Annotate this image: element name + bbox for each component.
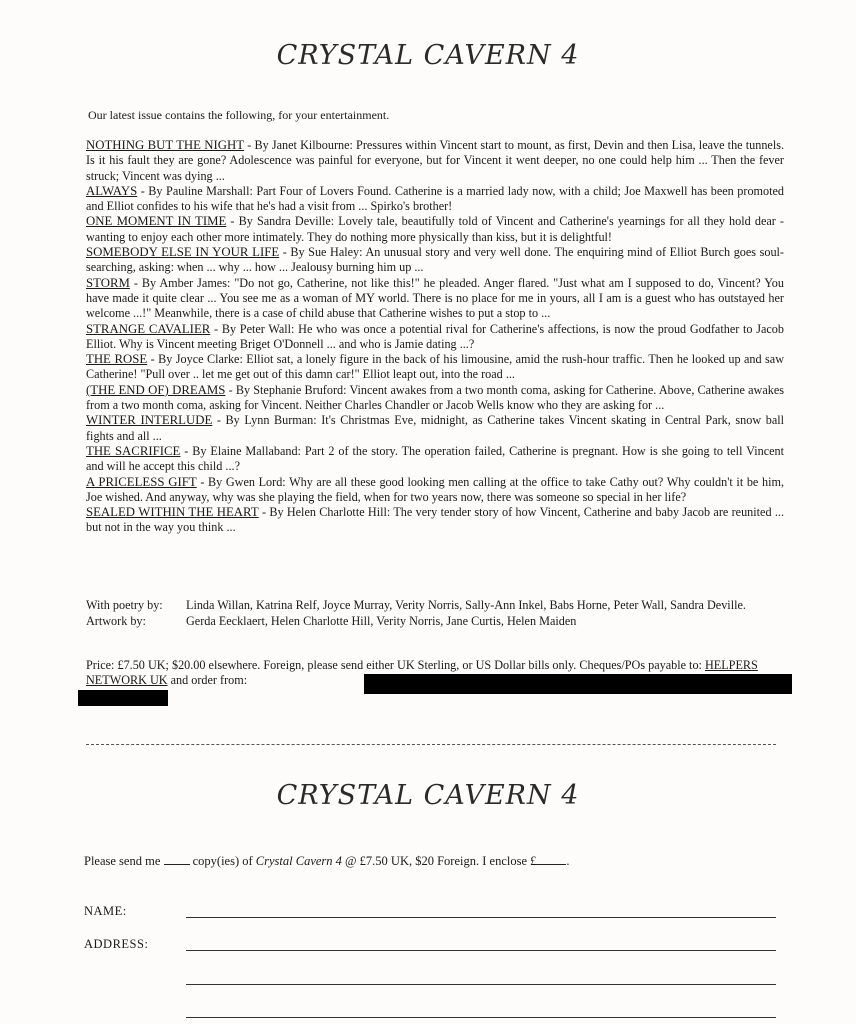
story-item [86,184,784,215]
amount-blank[interactable] [536,852,566,865]
story-title: (THE END OF) DREAMS [86,382,226,397]
order-from-text: and order from: [167,673,248,688]
artwork-names: Gerda Eecklaert, Helen Charlotte Hill, Verity Norris, Jane Curtis, Helen Maiden [186,614,577,629]
story-description: - By Sue Haley: An unusual story and very well done. The enquiring mind of Elliot Burch goes soul-searching, asking: when ... why ... how ... Jealousy burning him up ... [86,245,784,275]
story-description: - By Lynn Burman: It's Christmas Eve, midnight, as Catherine takes Vincent skating in Central Park, snow ball fights and all ... [86,413,784,443]
story-title: ONE MOMENT IN TIME [86,214,227,229]
price-text: Price: £7.50 UK; $20.00 elsewhere. Foreign, please send either UK Sterling, or US Dollar bills only. Cheques/POs payable to: [86,658,705,672]
story-title: NOTHING BUT THE NIGHT [86,138,245,152]
name-field-line[interactable] [186,917,776,918]
poetry-label: With poetry by: [86,598,163,612]
credits [86,598,784,631]
redacted-address [364,674,792,694]
story-item [86,352,784,383]
story-item [86,276,784,322]
story-title: SOMEBODY ELSE IN YOUR LIFE [86,245,280,260]
artwork-credits [86,614,784,629]
poetry-names: Linda Willan, Katrina Relf, Joyce Murray, Verity Norris, Sally-Ann Inkel, Babs Horne, Peter Wall, Sandra Deville. [186,598,746,612]
story-description: - By Gwen Lord: Why are all these good looking men calling at the office to take Cathy out? Why couldn't it be him, Joe wished. And anyway, why was she playing the field, when for two years now, there was someone so special in her life? [86,474,784,504]
order-text-3: @ £7.50 UK, $20 Foreign. I enclose £ [341,854,537,868]
story-title: A PRICELESS GIFT [86,474,197,489]
story-item [86,138,784,184]
order-text-1: Please send me [84,854,164,868]
story-list [86,138,784,536]
story-description: - By Stephanie Bruford: Vincent awakes from a two month coma, asking for Catherine. Above, Catherine awakes from a two month coma, asking for Vincent. Neither Charles Chandler or Jacob Wells know who they are asking for ... [86,382,784,413]
story-description: - By Sandra Deville: Lovely tale, beautifully told of Vincent and Catherine's yearnings for all they hold dear - wanting to enjoy each other more intimately. They do nothing more physically than kiss, but it is delightful! [86,214,784,244]
story-title: SEALED WITHIN THE HEART [86,505,259,520]
order-text-2: copy(ies) of [189,854,256,868]
story-description: - By Joyce Clarke: Elliot sat, a lonely figure in the back of his limousine, amid the rush-hour traffic. Then he looked up and saw Catherine! "Pull over .. let me get out of this damn car!" Elliot leapt out, into the road ... [86,352,784,382]
story-description: - By Elaine Mallaband: Part 2 of the story. The operation failed, Catherine is pregnant. How is she going to tell Vincent and will he accept this child ...? [86,443,784,474]
story-title: WINTER INTERLUDE [86,413,213,428]
story-item [86,444,784,475]
order-text-4: . [566,854,570,868]
address-label: ADDRESS: [84,937,149,951]
story-title: THE ROSE [86,352,148,367]
story-description: - By Amber James: "Do not go, Catherine, not like this!" he pleaded. Anger flared. "Just what am I supposed to do, Vincent? You have made it quite clear ... You see me as a woman of MY world. There is no place for me in yours, all I am is a guest who has outstayed her welcome ...!" Meanwhile, there is a case of child abuse that Catherine wishes to put a stop to ... [86,275,784,321]
poetry-credits [86,598,784,613]
address-field-line-3[interactable] [186,1017,776,1018]
name-label: NAME: [84,904,127,918]
story-item [86,413,784,444]
zine-name: Crystal Cavern 4 [255,854,342,868]
story-item [86,245,784,276]
story-title: STRANGE CAVALIER [86,321,211,336]
story-item [86,475,784,506]
address-field-line-1[interactable] [186,950,776,951]
story-description: - By Helen Charlotte Hill: The very tender story of how Vincent, Catherine and baby Jacob are reunited ... but not in the way you think ... [86,505,784,535]
story-item [86,505,784,536]
story-title: THE SACRIFICE [86,443,181,458]
story-description: - By Janet Kilbourne: Pressures within Vincent start to mount, as first, Devin and then Lisa, leave the tunnels. Is it his fault they are gone? Adolescence was painful for everyone, but for Vincent it went deeper, no one could help him ... Then the fever struck; Vincent was dying ... [86,138,784,183]
story-item [86,322,784,353]
order-sentence [84,852,570,869]
story-description: - By Peter Wall: He who was once a potential rival for Catherine's affections, is now the proud Godfather to Jacob Elliot. Why is Vincent meeting Briget O'Donnell ... and who is Jamie dating ...? [86,321,784,351]
copies-blank[interactable] [164,852,190,865]
story-item [86,214,784,245]
story-item [86,383,784,414]
address-field-line-2[interactable] [186,984,776,985]
payee-name: HELPERS NETWORK UK [86,658,758,688]
story-title: STORM [86,275,130,290]
artwork-label: Artwork by: [86,614,146,629]
redacted-address-continued [78,690,168,706]
story-title: ALWAYS [86,183,138,198]
intro-text: Our latest issue contains the following, for your entertainment. [88,108,390,122]
page-title: CRYSTAL CAVERN 4 [276,40,580,71]
order-form-title: CRYSTAL CAVERN 4 [276,780,580,811]
story-description: - By Pauline Marshall: Part Four of Lovers Found. Catherine is a married lady now, with a child; Joe Maxwell has been promoted and Elliot confides to his wife that he's had a visit from ... Spirko's brother! [86,183,784,214]
cut-line [86,744,776,745]
